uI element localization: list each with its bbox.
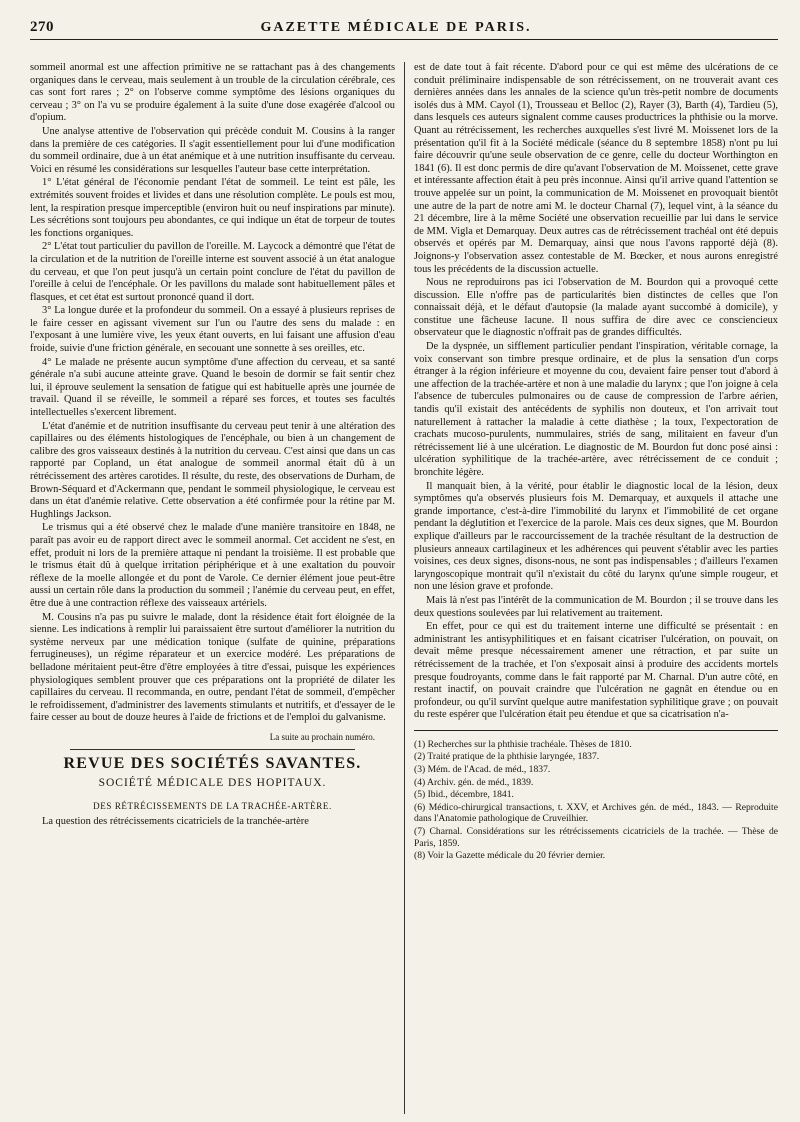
- text-columns: [30, 62, 778, 1114]
- paragraph: 4° Le malade ne présente aucun symptôme d'une affection du cerveau, et sa santé générale n'a subi aucune atteinte grave. Quand le besoin de dormir se fait sentir chez lui, il éprouve seulement la sensation de fatigue qui est habituelle après une journée de travail. Quand il se réveille, le sommeil a réparé ses forces, et toutes ses facultés intellectuelles s'exercent librement.: [30, 356, 395, 419]
- footnote: (3) Mém. de l'Acad. de méd., 1837.: [414, 764, 551, 776]
- left-column: [30, 62, 404, 1114]
- footnote: (2) Traité pratique de la phthisie laryngée, 1837.: [414, 751, 600, 763]
- page-number: 270: [30, 19, 54, 35]
- footnote: (8) Voir la Gazette médicale du 20 février dernier.: [414, 850, 606, 862]
- journal-title: GAZETTE MÉDICALE DE PARIS.: [260, 20, 532, 35]
- paragraph: 1° L'état général de l'économie pendant l'état de sommeil. Le teint est pâle, les extrémités souvent froides et livides et dans une résolution complète. Le pouls est mou, lent, la respiration presque imperceptible (environ huit ou neuf inspirations par minute). Les sécrétions sont toujours peu abondantes, ce qui indique un état de torpeur de toutes les fonctions organiques.: [30, 177, 396, 239]
- paragraph: est de date tout à fait récente. D'abord pour ce qui est même des ulcérations de ce conduit préliminaire indispensable de son rétrécissement, on ne trouverait avant ces dernières années dans les annales de la science qu'un très-petit nombre de documents isolés dus à MM. Cayol (1), Trousseau et Belloc (2), Rayer (3), Barth (4), Tardieu (5), dans lesquels ces auteurs signalent comme causes productrices la phthisie ou la morve. Quant au rétrécissement, les recherches auxquelles s'est livré M. Moissenet lors de la présentation qu'il fit à la Société médicale (séance du 8 septembre 1858) n'ont pu lui faire découvrir qu'une seule observation de ce genre, celle du docteur Worthington en 1841 (6). Il est donc permis de dire qu'avant l'observation de M. Moissenet, cette grave et intéressante affection était à peu près inconnue. Ainsi qu'il arrive quand l'attention se trouve appelée sur un point, la communication de M. Moissenet en provoquait bientôt une autre de la part de notre ami M. le docteur Charnal (7), lequel vint, à la séance du 21 décembre, lire à la même Société une observation recueillie par lui dans le service de MM. Vigla et Demarquay. Deux autres cas de rétrécissement trachéal ont été depuis observés et opérés par M. Demarquay, ainsi que nous l'avons rapporté déjà (8). Joignons-y l'observation assez contestable de M. Bœcker, et nous aurons enregistré tous les précédents de la discussion actuelle.: [414, 62, 778, 275]
- paragraph: 3° La longue durée et la profondeur du sommeil. On a essayé à plusieurs reprises de le faire cesser en agissant vivement sur l'un ou l'autre des sens du malade : en l'exposant à une lumière vive, les yeux étant ouverts, en lui faisant une affusion d'eau froide, suivie d'une friction générale, en secouant une sonnette à ses oreilles, etc.: [30, 305, 395, 355]
- paragraph: sommeil anormal est une affection primitive ne se rattachant pas à des changements organiques dans le cerveau, mais seulement à un trouble de la circulation cérébrale, ces cas sont fort rares ; 2° on l'observe comme symptôme des lésions organiques du cerveau ; 3° on l'a vu se produire également à la suite d'une dose exagérée d'alcool ou d'opium.: [30, 62, 395, 124]
- paragraph: M. Cousins n'a pas pu suivre le malade, dont la résidence était fort éloignée de la sienne. Les indications à remplir lui paraissaient être surtout d'améliorer la nutrition du système nerveux par une médication tonique (sulfate de quinine, préparations ferrugineuses), un régime réparateur et un exercice modéré. Les préparations de belladone méritaient peut-être d'être employées à titre d'essai, puisque les expériences physiologiques semblent prouver que ces préparations ont la propriété de dilater les capillaires du cerveau. Il recommanda, en outre, pendant l'état de sommeil, d'empêcher le refroidissement, d'administrer des lavements stimulants et nutritifs, et d'essayer de le faire cesser au bout de douze heures à l'aide de frictions et de l'emploi du galvanisme.: [30, 611, 395, 724]
- right-column: [404, 62, 778, 1114]
- article-heading: DES RÉTRÉCISSEMENTS DE LA TRACHÉE-ARTÈRE.: [93, 800, 332, 811]
- paragraph: De la dyspnée, un sifflement particulier pendant l'inspiration, véritable cornage, la voix conservant son timbre presque ordinaire, et de plus la sensation d'un corps étranger à la région inférieure et moyenne du cou, devaient faire penser tout d'abord à une affection de la trachée-artère et non à une maladie du larynx ; que l'on joigne à cela l'absence de tubercules pulmonaires ou de cause de compression de l'arbre aérien, tandis qu'il existait des antécédents de syphilis non douteux, et l'on arrivait tout naturellement à rattacher la maladie à cette diathèse ; la toux, l'expectoration de crachats mucoso-purulents, nummulaires, striés de sang, militaient en faveur d'un rétrécissement lié à une ulcération. Le diagnostic de M. Bourdon fut donc posé ainsi : ulcération syphilitique de la trachée-artère, avec rétrécissement de ce conduit ; bronchite légère.: [414, 341, 778, 478]
- section-divider: [70, 749, 355, 750]
- footnote: (4) Archiv. gén. de méd., 1839.: [414, 776, 534, 788]
- section-subtitle: SOCIÉTÉ MÉDICALE DES HOPITAUX.: [98, 777, 327, 790]
- paragraph: En effet, pour ce qui est du traitement interne une difficulté se présentait : en administrant les antisyphilitiques et en faisant cicatriser l'ulcération, on pouvait, on devait même presque nécessairement amener une rétraction, et par suite un rétrécissement de la trachée, et l'on s'exposait ainsi à produire des accidents mortels presque foudroyants, comme dans le fait rapporté par M. Charnal. D'un autre côté, en restant inactif, on pouvait craindre que l'ulcération ne gagnât en étendue ou en profondeur, ou qu'il survînt quelque autre manifestation syphilitique grave ; on pouvait du reste espérer que l'ulcération était peu étendue et que sa cicatrisation n'a-: [414, 621, 778, 721]
- paragraph: Nous ne reproduirons pas ici l'observation de M. Bourdon qui a provoqué cette discussion. Elle n'offre pas de particularités bien distinctes de celles que l'on connaissait déjà, et le défaut d'autopsie (la malade ayant succombé à domicile), y constitue une fâcheuse lacune. Il nous suffira de dire avec ce consciencieux observateur que le diagnostic n'offrait pas de grandes difficultés.: [414, 277, 778, 339]
- paragraph: 2° L'état tout particulier du pavillon de l'oreille. M. Laycock a démontré que l'état de la circulation et de la nutrition de l'oreille interne est souvent associé à un état analogue du cerveau, et que l'on peut jusqu'à un certain point conclure de l'état du pavillon de l'oreille à celui de l'encéphale. Or les pavillons du malade sont habituellement pâles et flasques, et cet état est surtout prononcé quand il dort.: [30, 241, 395, 303]
- paragraph: La question des rétrécissements cicatriciels de la tranchée-artère: [42, 816, 309, 828]
- paragraph: Il manquait bien, à la vérité, pour établir le diagnostic local de la lésion, deux symptômes qu'a observés plusieurs fois M. Demarquay, et auxquels il attache une grande importance, c'est-à-dire l'immobilité du larynx et l'immobilité de cet organe pendant la déglutition et l'exercice de la parole. Mais ces deux signes, que M. Bourdon explique d'ailleurs par le raccourcissement de la trachée résultant de la destruction de plusieurs anneaux cartilagineux et les adhérences qui peuvent s'établir avec les parties voisines, ces deux signes, disons-nous, ne sont pas indispensables ; d'ailleurs l'examen laryngoscopique montrait qu'il n'existait du côté du larynx qu'une simple rougeur, et non une lésion grave et profonde.: [414, 480, 778, 593]
- paragraph: Le trismus qui a été observé chez le malade d'une manière transitoire en 1848, ne paraît pas avoir eu de rapport direct avec le sommeil anormal. Cet accident ne s'est, en effet, produit ni lors de la première attaque ni pendant la troisième. Il est probable que le trismus était dû à quelque irritation périphérique et à une exaltation du pouvoir réflexe de la moelle allongée et du pont de Varole. Ce dernier élément joue peut-être aussi un certain rôle dans la production du sommeil ; l'anémie du cerveau peut, en effet, être due à une contraction réflexe des vaisseaux artériels.: [30, 522, 395, 609]
- paragraph: L'état d'anémie et de nutrition insuffisante du cerveau peut tenir à une altération des capillaires ou des éléments histologiques de l'encéphale, ou bien à un changement de calibre des gros vaisseaux destinés à la nutrition du cerveau. C'est ainsi que dans un cas rapporté par Copland, un état analogue de sommeil anormal était dû à un rétrécissement des artères carotides. Il résulte, du reste, des observations de Durham, de Brown-Séquard et d'Ackermann que, pendant le sommeil physiologique, le cerveau est dans un état d'anémie relative. Cette observation a été confirmée pour la rétine par M. Hughlings Jackson.: [30, 420, 395, 520]
- section-title: REVUE DES SOCIÉTÉS SAVANTES.: [63, 755, 362, 773]
- paragraph: Une analyse attentive de l'observation qui précède conduit M. Cousins à la ranger dans la première de ces catégories. Il s'agit essentiellement pour lui d'une modification du sommeil ordinaire, due à un état anémique et à une nutrition insuffisante du cerveau. Voici en résumé les considérations sur lesquelles l'auteur base cette interprétation.: [30, 125, 395, 175]
- page-header: [30, 6, 778, 40]
- footnote: (6) Médico-chirurgical transactions, t. XXV, et Archives gén. de méd., 1843. — Reproduite dans l'Anatomie pathologique de Cruveilhier.: [414, 801, 778, 825]
- footnote-divider: [414, 730, 778, 731]
- continued-note: La suite au prochain numéro.: [269, 731, 375, 742]
- footnote: (1) Recherches sur la phthisie trachéale. Thèses de 1810.: [414, 738, 632, 750]
- footnote: (7) Charnal. Considérations sur les rétrécissements cicatriciels de la trachée. — Thèse de Paris, 1859.: [414, 826, 778, 849]
- paragraph: Mais là n'est pas l'intérêt de la communication de M. Bourdon ; il se trouve dans les deux questions soulevées par lui relativement au traitement.: [414, 594, 778, 619]
- footnote: (5) Ibid., décembre, 1841.: [414, 789, 514, 801]
